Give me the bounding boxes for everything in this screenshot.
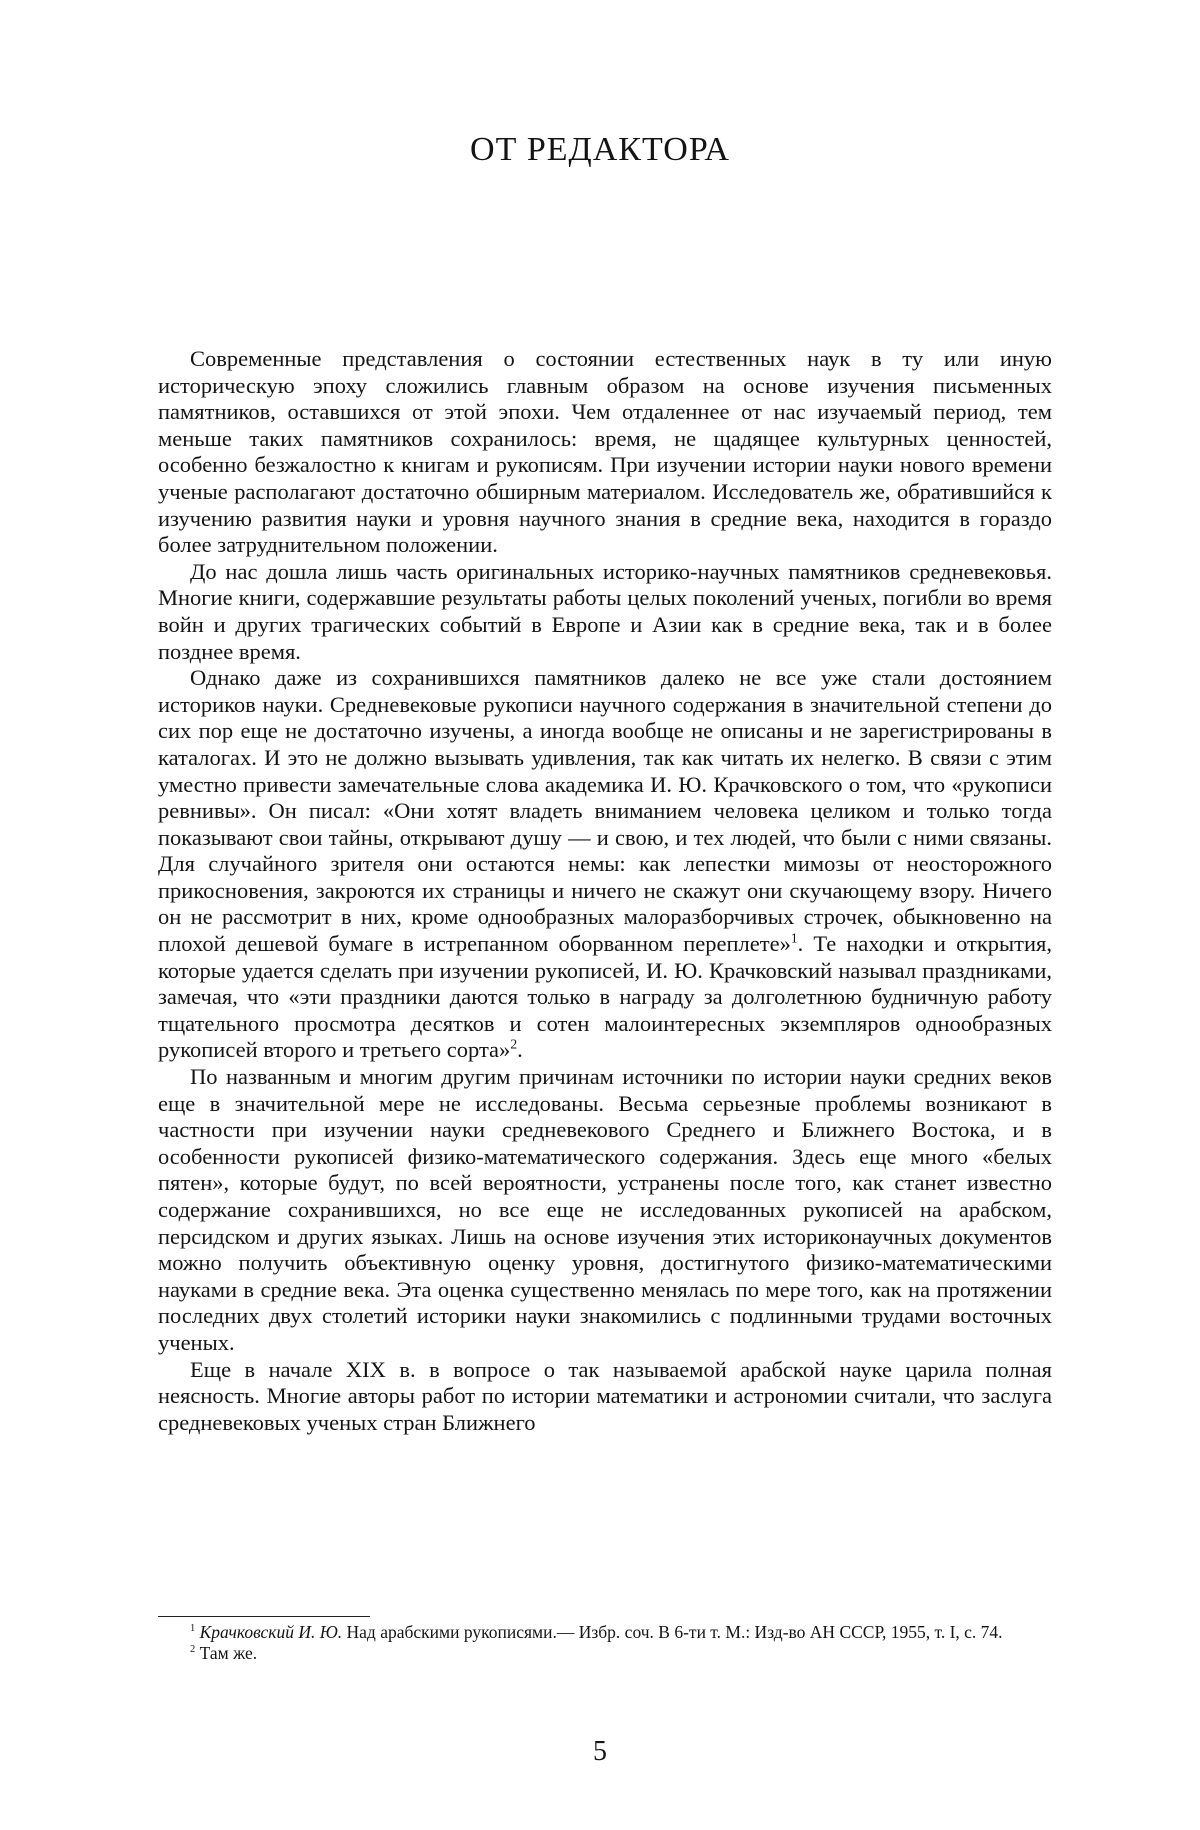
paragraph-with-footnotes: Однако даже из сохранившихся памятников далеко не все уже стали достоянием историков науки. Средневековые рукописи научного содержания в значительной степени до сих пор еще не достаточно изучены, а иногда вообще не описаны и не зарегистрированы в каталогах. И это не должно вызывать удивления, так как читать их нелегко. В связи с этим уместно привести замечательные слова академика И. Ю. Крачковского о том, что «рукописи ревнивы». Он писал: «Они хотят владеть вниманием человека целиком и только тогда показывают свои тайны, открывают душу — и свою, и тех людей, что были с ними связаны. Для случайного зрителя они остаются немы: как лепестки мимозы от неосторожного прикосновения, закроются их страницы и ничего не скажут они скучающему взору. Ничего он не рассмотрит в них, кроме однообразных малоразборчивых строчек, обыкновенно на плохой дешевой бумаге в истрепанном оборванном переплете»$^1$. Те находки и открытия, которые удается сделать при изучении рукописей, И. Ю. Крачковский называл праздниками, замечая, что «эти праздники даются только в награду за долголетнюю будничную работу тщательного просмотра десятков и сотен малоинтересных экземпляров однообразных рукописей второго и третьего сорта»$^2$. <box>158 665 1053 1063</box>
footnote-ref: 1 <box>790 930 798 946</box>
footnote-1 <box>158 1622 1052 1643</box>
paragraph: До нас дошла лишь часть оригинальных историко-научных памятников средневековья. Многие книги, содержавшие результаты работы целых поколений ученых, погибли во время войн и других трагических событий в Европе и Азии как в средние века, так и в более позднее время. <box>158 558 1052 664</box>
footnote-marker: 1 <box>190 1623 196 1635</box>
paragraph: Современные представления о состоянии естественных наук в ту или иную историческую эпоху сложились главным образом на основе изучения письменных памятников, оставшихся от этой эпохи. Чем отдаленнее от нас изучаемый период, тем меньше таких памятников сохранилось: время, не щадящее культурных ценностей, особенно безжалостно к книгам и рукописям. При изучении истории науки нового времени ученые располагают достаточно обширным материалом. Исследователь же, обратившийся к изучению развития науки и уровня научного знания в средние века, находится в гораздо более затруднительном положении. <box>158 346 1052 558</box>
paragraph-text: Однако даже из сохранившихся памятников далеко не все уже стали достоянием историков науки. Средневековые рукописи научного содержания в значительной степени до сих пор еще не достаточно изучены, а иногда вообще не описаны и не зарегистрированы в каталогах. И это не должно вызывать удивления, так как читать их нелегко. В связи с этим уместно привести замечательные слова академика И. Ю. Крачковского о том, что «рукописи ревнивы». Он писал: «Они хотят владеть вниманием человека целиком и только тогда показывают свои тайны, открывают душу — и свою, и тех людей, что были с ними связаны. Для случайного зрителя они остаются немы: как лепестки мимозы от неосторожного прикосновения, закроются их страницы и ничего не скажут они скучающему взору. Ничего он не рассмотрит в них, кроме однообразных малоразборчивых строчек, обыкновенно на плохой дешевой бумаге в истрепанном оборванном переплете» <box>158 665 1052 957</box>
paragraph: По названным и многим другим причинам источники по истории науки средних веков еще в значительной мере не исследованы. Весьма серьезные проблемы возникают в частности при изучении науки средневекового Среднего и Ближнего Востока, и в особенности рукописей физико-математического содержания. Здесь еще много «белых пятен», которые будут, по всей вероятности, устранены после того, как станет известно содержание сохранившихся, но все еще не исследованных рукописей на арабском, персидском и других языках. Лишь на основе изучения этих историконаучных документов можно получить объективную оценку уровня, достигнутого физико-математическими науками в средние века. Эта оценка существенно менялась по мере того, как на протяжении последних двух столетий историки науки знакомились с подлинными трудами восточных ученых. <box>158 1064 1052 1355</box>
footnote-text: Там же. <box>199 1643 258 1663</box>
page-title: ОТ РЕДАКТОРА <box>470 130 730 168</box>
footnote-2 <box>158 1643 1052 1664</box>
footnote-text: Над арабскими рукописями.— Избр. соч. В 6-ти т. М.: Изд-во АН СССР, 1955, т. I, с. 74. <box>346 1622 1003 1642</box>
footnote-author: Крачковский И. Ю. <box>199 1622 343 1642</box>
footnote-ref: 2 <box>510 1036 518 1052</box>
footnote-marker: 2 <box>190 1644 196 1656</box>
page-number: 5 <box>593 1736 607 1767</box>
footnote-divider <box>158 1616 370 1617</box>
paragraph: Еще в начале XIX в. в вопросе о так называемой арабской науке царила полная неясность. Многие авторы работ по истории математики и астрономии считали, что заслуга средневековых ученых стран Ближнего <box>158 1356 1052 1435</box>
paragraph-text-continued: . Те находки и открытия, которые удается сделать при изучении рукописей, И. Ю. Крачковский называл праздниками, замечая, что «эти праздники даются только в награду за долголетнюю будничную работу тщательного просмотра десятков и сотен малоинтересных экземпляров однообразных рукописей второго и третьего сорта» <box>158 931 1053 1063</box>
body-text <box>158 346 1052 1436</box>
footnotes <box>158 1622 1052 1664</box>
